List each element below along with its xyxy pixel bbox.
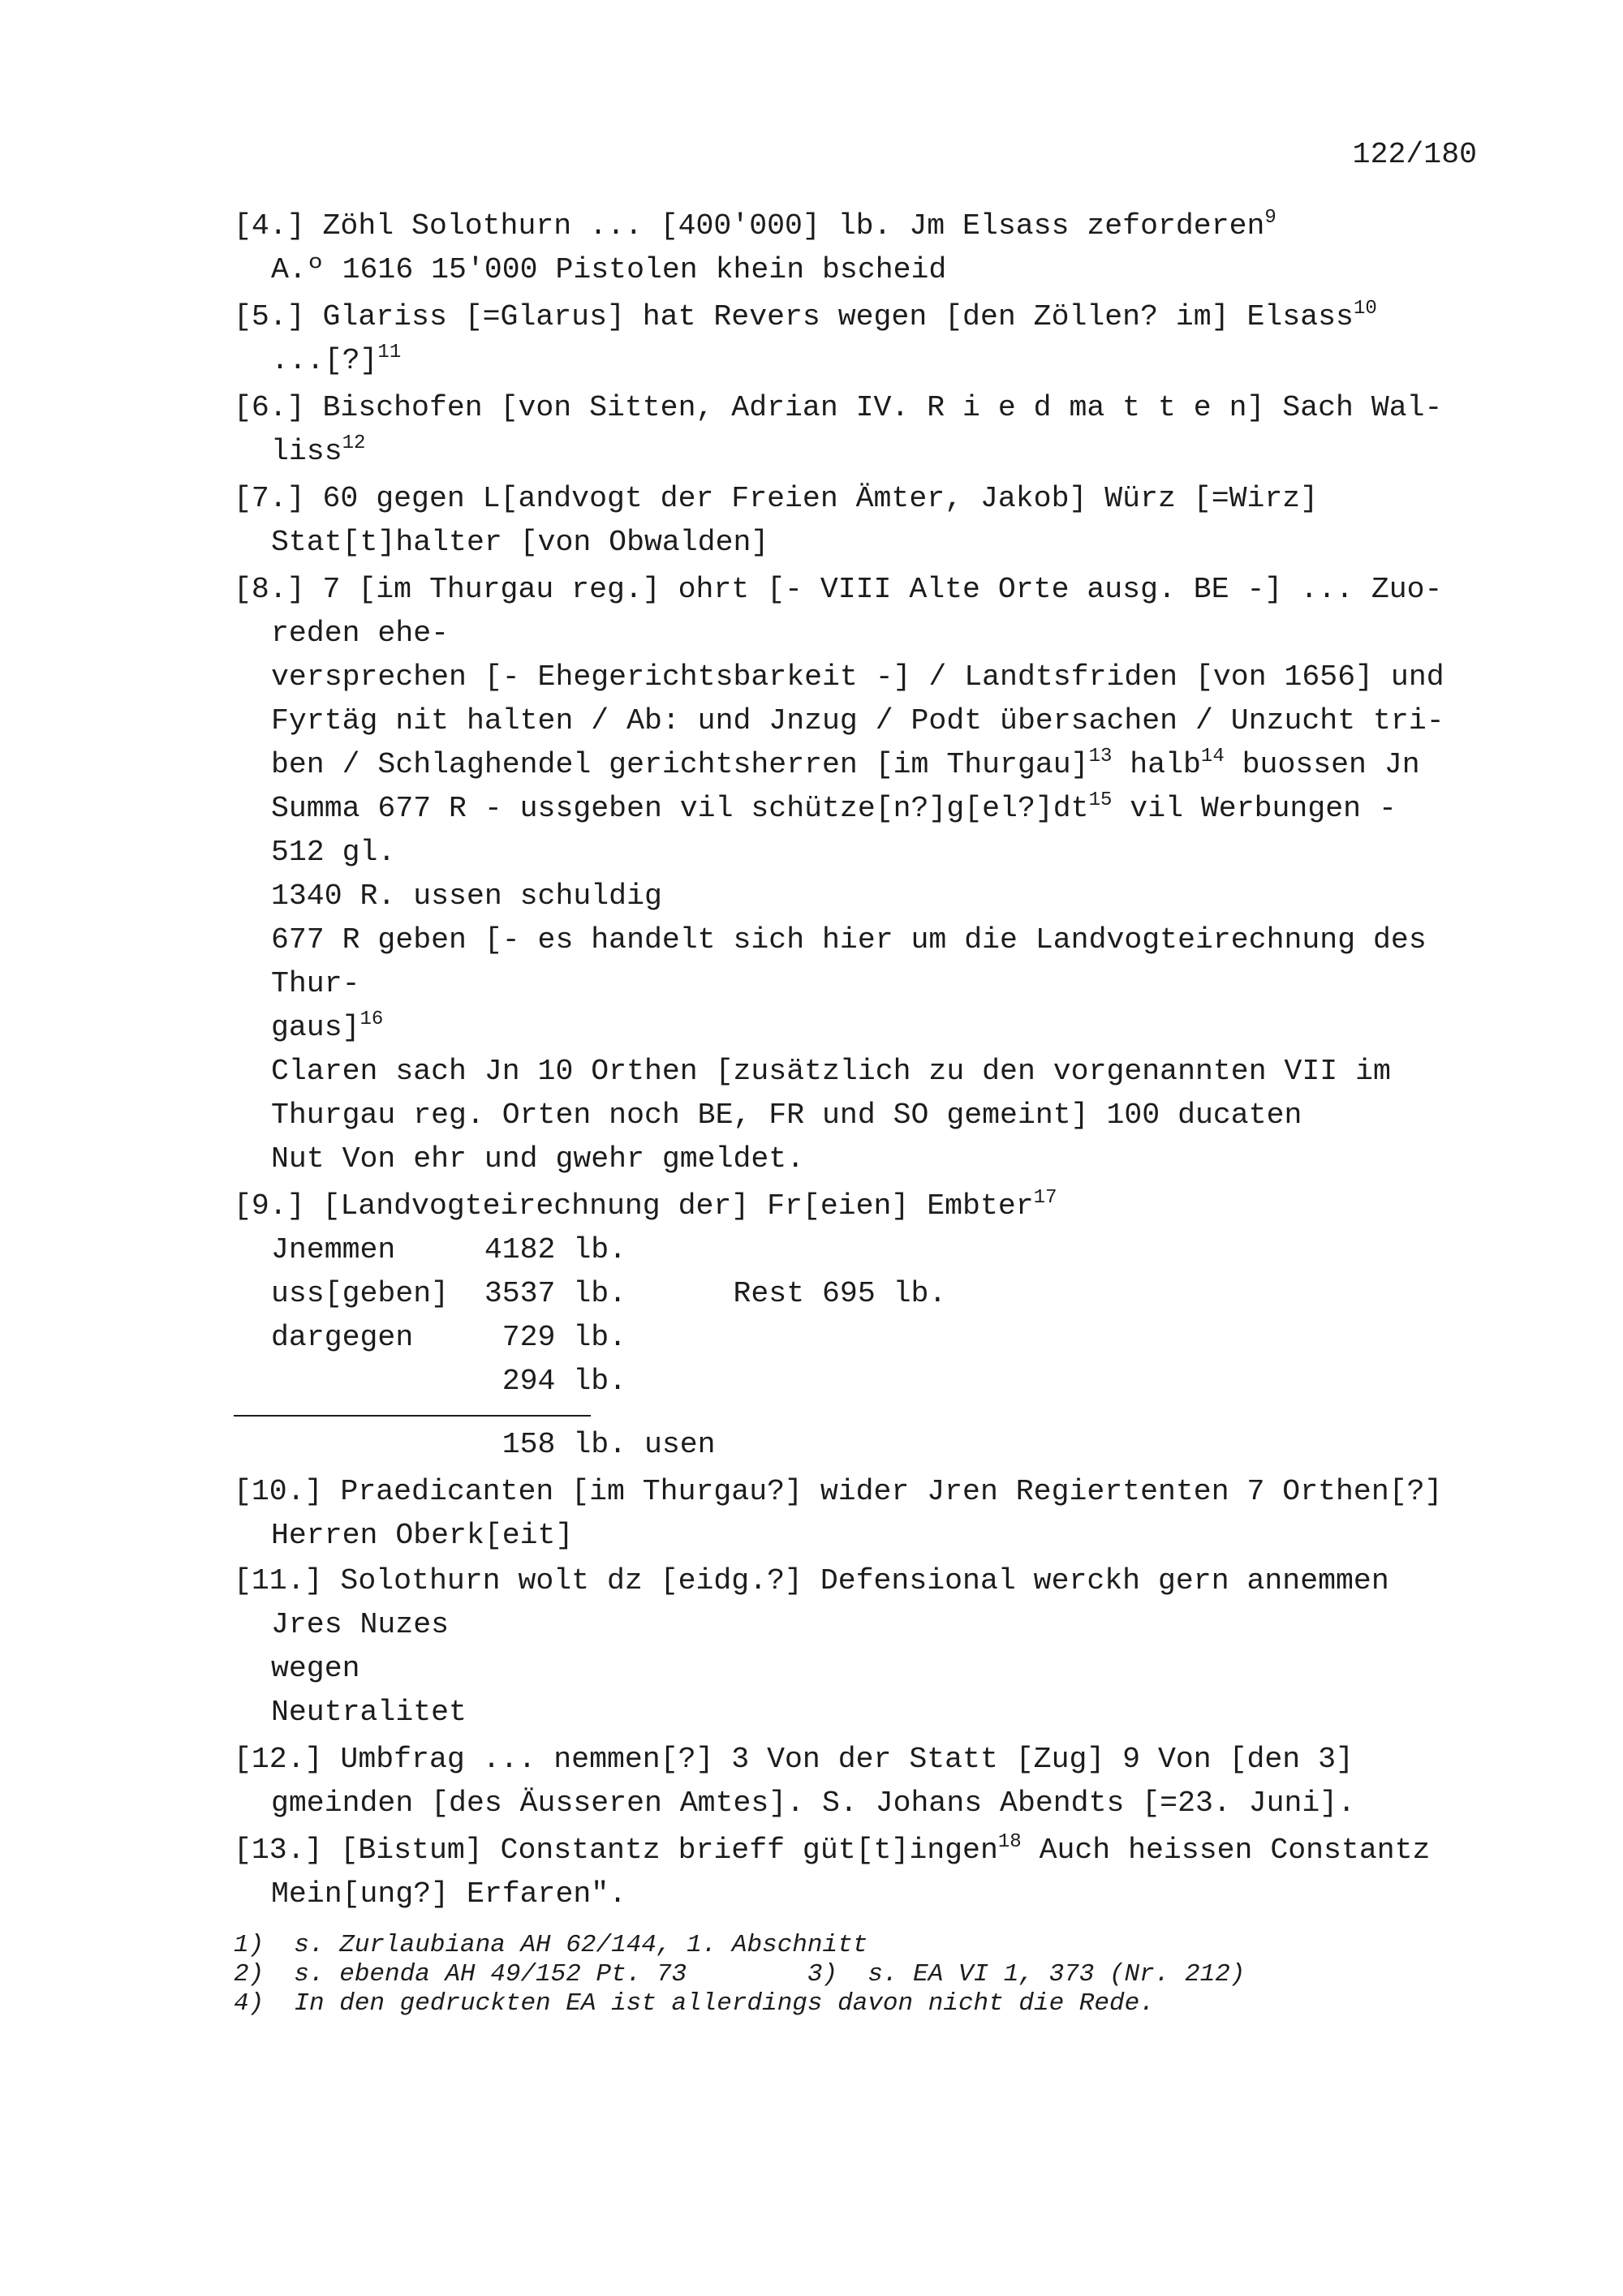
- footnote-ref: 15: [1088, 789, 1113, 811]
- line-text: Claren sach Jn 10 Orthen [zusätzlich zu den vorgenannten VII im: [271, 1055, 1391, 1088]
- entry-item: [234, 568, 1500, 1181]
- line-text: [7.] 60 gegen L[andvogt der Freien Ämter, Jakob] Würz [=Wirz]: [234, 482, 1319, 515]
- text-line: [234, 1006, 1500, 1050]
- entry-item: [234, 295, 1500, 383]
- line-text: liss: [271, 435, 342, 468]
- text-line: [234, 918, 1500, 962]
- text-line: [234, 1559, 1500, 1603]
- entry-item: [234, 477, 1500, 565]
- text-line: [234, 1423, 1500, 1467]
- line-text: 158 lb. usen: [271, 1428, 716, 1461]
- text-line: [234, 612, 1500, 656]
- text-line: [234, 1782, 1500, 1825]
- line-text: Jres Nuzes: [271, 1608, 450, 1641]
- line-text: 1340 R. ussen schuldig: [271, 879, 662, 913]
- line-text-continued: buossen Jn: [1224, 748, 1420, 781]
- line-text: reden ehe-: [271, 617, 450, 650]
- entry-item: [234, 1470, 1500, 1558]
- text-line: [234, 568, 1500, 612]
- line-text: 677 R geben [- es handelt sich hier um die Landvogteirechnung des: [271, 923, 1427, 957]
- line-text: Summa 677 R - ussgeben vil schütze[n?]g[el?]dt: [271, 792, 1089, 825]
- line-text: versprechen [- Ehegerichtsbarkeit -] / Landtsfriden [von 1656] und: [271, 660, 1444, 694]
- text-line: [234, 1137, 1500, 1181]
- text-line: [234, 248, 1500, 292]
- text-line: [234, 204, 1500, 248]
- line-text: 294 lb.: [271, 1365, 627, 1398]
- text-line: [234, 477, 1500, 521]
- entry-item: [234, 1738, 1500, 1825]
- text-line: [234, 339, 1500, 383]
- line-text: [12.] Umbfrag ... nemmen[?] 3 Von der Statt [Zug] 9 Von [den 3]: [234, 1743, 1354, 1776]
- entry-item: [234, 386, 1500, 474]
- text-line: [234, 521, 1500, 565]
- text-line: [234, 1691, 1500, 1735]
- footnote-ref: 17: [1033, 1187, 1057, 1209]
- line-text: A.º 1616 15'000 Pistolen khein bscheid: [271, 253, 947, 286]
- text-line: [234, 831, 1500, 875]
- line-text: [5.] Glariss [=Glarus] hat Revers wegen [den Zöllen? im] Elsass: [234, 300, 1354, 333]
- text-line: [234, 430, 1500, 474]
- line-text: gaus]: [271, 1011, 360, 1044]
- page-number: 122/180: [1352, 138, 1477, 171]
- sum-divider: [234, 1415, 591, 1417]
- footnote-ref: 14: [1200, 746, 1225, 767]
- line-text: Fyrtäg nit halten / Ab: und Jnzug / Podt übersachen / Unzucht tri-: [271, 704, 1444, 737]
- entry-item: [234, 204, 1500, 292]
- text-line: [234, 295, 1500, 339]
- footnote-item: 4) In den gedruckten EA ist allerdings davon nicht die Rede.: [234, 1989, 1155, 2018]
- line-text: Neutralitet: [271, 1696, 467, 1729]
- entry-item: [234, 1829, 1500, 1916]
- footnote-ref: 18: [997, 1831, 1022, 1853]
- line-text: Thurgau reg. Orten noch BE, FR und SO gemeint] 100 ducaten: [271, 1099, 1302, 1132]
- line-text: [4.] Zöhl Solothurn ... [400'000] lb. Jm Elsass zeforderen: [234, 209, 1265, 243]
- text-line: [234, 1872, 1500, 1916]
- line-text: gmeinden [des Äusseren Amtes]. S. Johans Abendts [=23. Juni].: [271, 1786, 1356, 1820]
- text-line: [234, 1185, 1500, 1228]
- text-line: [234, 699, 1500, 743]
- line-text: wegen: [271, 1652, 360, 1685]
- footnote-item: 1) s. Zurlaubiana AH 62/144, 1. Abschnitt: [234, 1931, 868, 1959]
- text-line: [234, 1360, 1500, 1404]
- text-line: [234, 656, 1500, 699]
- line-text: Thur-: [271, 967, 360, 1000]
- line-text: [8.] 7 [im Thurgau reg.] ohrt [- VIII Alte Orte ausg. BE -] ... Zuo-: [234, 573, 1443, 606]
- text-line: [234, 1050, 1500, 1094]
- line-text-continued: halb: [1112, 748, 1201, 781]
- text-line: [234, 875, 1500, 918]
- footnote-ref: 10: [1353, 298, 1377, 320]
- footnote-ref: 12: [342, 432, 366, 454]
- entry-item: [234, 1559, 1500, 1735]
- line-text: [6.] Bischofen [von Sitten, Adrian IV. R i e d ma t t e n] Sach Wal-: [234, 391, 1443, 424]
- text-line: [234, 1829, 1500, 1872]
- text-line: [234, 1470, 1500, 1514]
- line-text: 512 gl.: [271, 836, 396, 869]
- transcription-body: [234, 204, 1500, 1916]
- text-line: [234, 1228, 1500, 1272]
- line-text: uss[geben] 3537 lb. Rest 695 lb.: [271, 1277, 947, 1310]
- line-text: Nut Von ehr und gwehr gmeldet.: [271, 1142, 805, 1176]
- footnotes: [234, 1931, 1500, 2019]
- text-line: [234, 1094, 1500, 1137]
- footnote-item: 2) s. ebenda AH 49/152 Pt. 73 3) s. EA VI 1, 373 (Nr. 212): [234, 1960, 1246, 1989]
- text-line: [234, 962, 1500, 1006]
- line-text: Stat[t]halter [von Obwalden]: [271, 526, 769, 559]
- footnote-ref: 13: [1088, 746, 1113, 767]
- text-line: [234, 1647, 1500, 1691]
- line-text: Mein[ung?] Erfaren".: [271, 1877, 627, 1911]
- line-text: [9.] [Landvogteirechnung der] Fr[eien] Embter: [234, 1189, 1034, 1223]
- footnote-ref: 11: [377, 342, 402, 363]
- text-line: [234, 1272, 1500, 1316]
- line-text: Herren Oberk[eit]: [271, 1519, 574, 1552]
- line-text: [11.] Solothurn wolt dz [eidg.?] Defensional werckh gern annemmen: [234, 1564, 1389, 1597]
- line-text: ben / Schlaghendel gerichtsherren [im Thurgau]: [271, 748, 1089, 781]
- text-line: [234, 1603, 1500, 1647]
- line-text: ...[?]: [271, 344, 378, 377]
- text-line: [234, 743, 1500, 787]
- text-line: [234, 1738, 1500, 1782]
- line-text: [10.] Praedicanten [im Thurgau?] wider Jren Regiertenten 7 Orthen[?]: [234, 1475, 1443, 1508]
- footnote-ref: 9: [1264, 207, 1276, 229]
- text-line: [234, 1316, 1500, 1360]
- line-text-continued: Auch heissen Constantz: [1021, 1834, 1431, 1867]
- text-line: [234, 787, 1500, 831]
- line-text: [13.] [Bistum] Constantz brieff güt[t]ingen: [234, 1834, 998, 1867]
- text-line: [234, 386, 1500, 430]
- text-line: [234, 1514, 1500, 1558]
- line-text: Jnemmen 4182 lb.: [271, 1233, 627, 1266]
- line-text: dargegen 729 lb.: [271, 1321, 627, 1354]
- footnote-ref: 16: [359, 1008, 384, 1030]
- entry-item: [234, 1185, 1500, 1467]
- line-text-continued: vil Werbungen -: [1112, 792, 1397, 825]
